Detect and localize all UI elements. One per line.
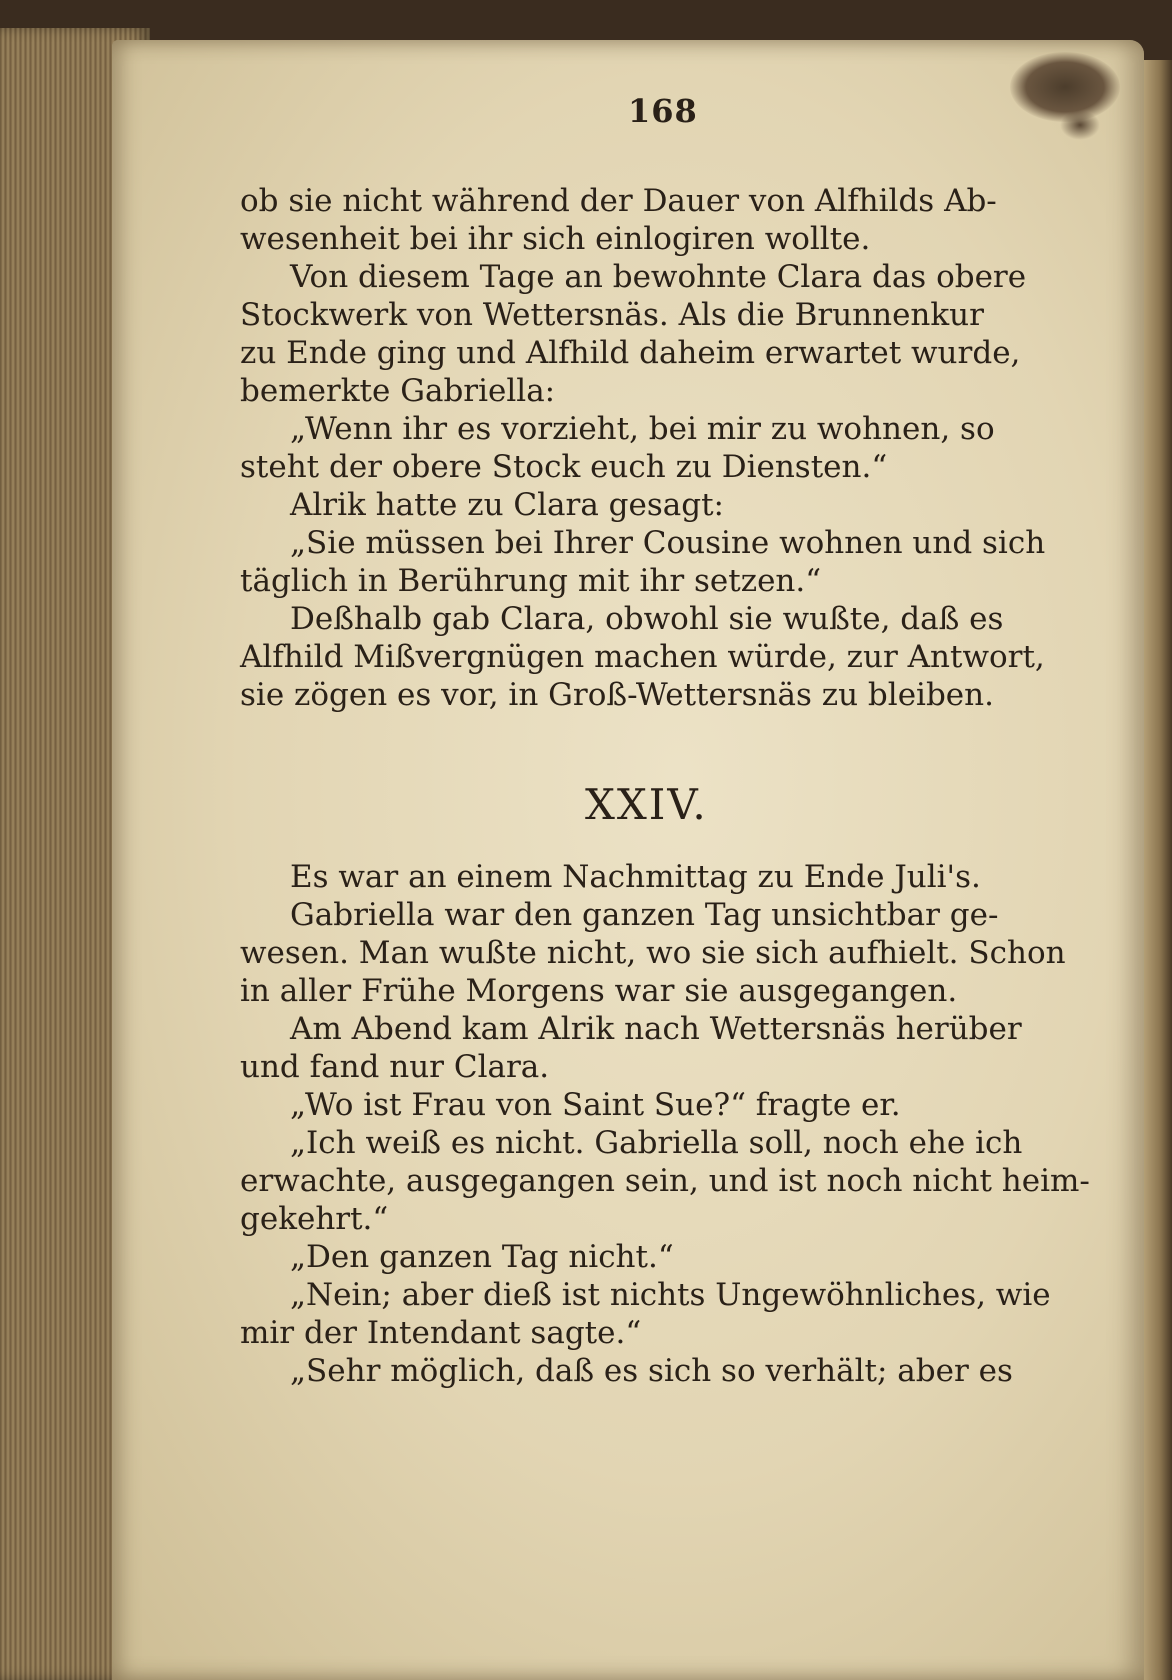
text-line: wesen. Man wußte nicht, wo sie sich aufhielt. Schon	[240, 935, 1066, 971]
text-line: Es war an einem Nachmittag zu Ende Juli's.	[290, 859, 981, 895]
text-line: „Ich weiß es nicht. Gabriella soll, noch ehe ich	[290, 1125, 1023, 1161]
text-line: Von diesem Tage an bewohnte Clara das obere	[290, 259, 1027, 295]
text-line: Am Abend kam Alrik nach Wettersnäs herüber	[290, 1011, 1022, 1047]
text-line: ob sie nicht während der Dauer von Alfhilds Ab-	[240, 183, 997, 219]
page-stain-small	[1060, 110, 1100, 140]
text-line: „Sie müssen bei Ihrer Cousine wohnen und sich	[290, 525, 1046, 561]
text-line: „Den ganzen Tag nicht.“	[290, 1239, 674, 1275]
text-line: „Sehr möglich, daß es sich so verhält; aber es	[290, 1353, 1013, 1389]
chapter-heading: XXIV.	[585, 780, 708, 829]
text-line: Gabriella war den ganzen Tag unsichtbar ge-	[290, 897, 999, 933]
text-line: Alfhild Mißvergnügen machen würde, zur Antwort,	[240, 639, 1045, 675]
text-line: Alrik hatte zu Clara gesagt:	[290, 487, 724, 523]
text-line: sie zögen es vor, in Groß-Wettersnäs zu bleiben.	[240, 677, 994, 713]
text-line: in aller Frühe Morgens war sie ausgegangen.	[240, 973, 958, 1009]
text-line: „Nein; aber dieß ist nichts Ungewöhnliches, wie	[290, 1277, 1051, 1313]
text-line: bemerkte Gabriella:	[240, 373, 556, 409]
text-line: Deßhalb gab Clara, obwohl sie wußte, daß es	[290, 601, 1004, 637]
text-line: wesenheit bei ihr sich einlogiren wollte.	[240, 221, 871, 257]
text-line: zu Ende ging und Alfhild daheim erwartet wurde,	[240, 335, 1021, 371]
page-number: 168	[628, 92, 698, 130]
text-line: täglich in Berührung mit ihr setzen.“	[240, 563, 822, 599]
text-line: mir der Intendant sagte.“	[240, 1315, 642, 1351]
text-line: Stockwerk von Wettersnäs. Als die Brunnenkur	[240, 297, 984, 333]
page-stain	[1010, 52, 1120, 122]
text-line: erwachte, ausgegangen sein, und ist noch nicht heim-	[240, 1163, 1090, 1199]
text-line: „Wo ist Frau von Saint Sue?“ fragte er.	[290, 1087, 901, 1123]
right-page-edge	[1142, 60, 1172, 1680]
text-line: steht der obere Stock euch zu Diensten.“	[240, 449, 888, 485]
text-line: „Wenn ihr es vorzieht, bei mir zu wohnen, so	[290, 411, 995, 447]
text-line: und fand nur Clara.	[240, 1049, 550, 1085]
text-line: gekehrt.“	[240, 1201, 389, 1237]
